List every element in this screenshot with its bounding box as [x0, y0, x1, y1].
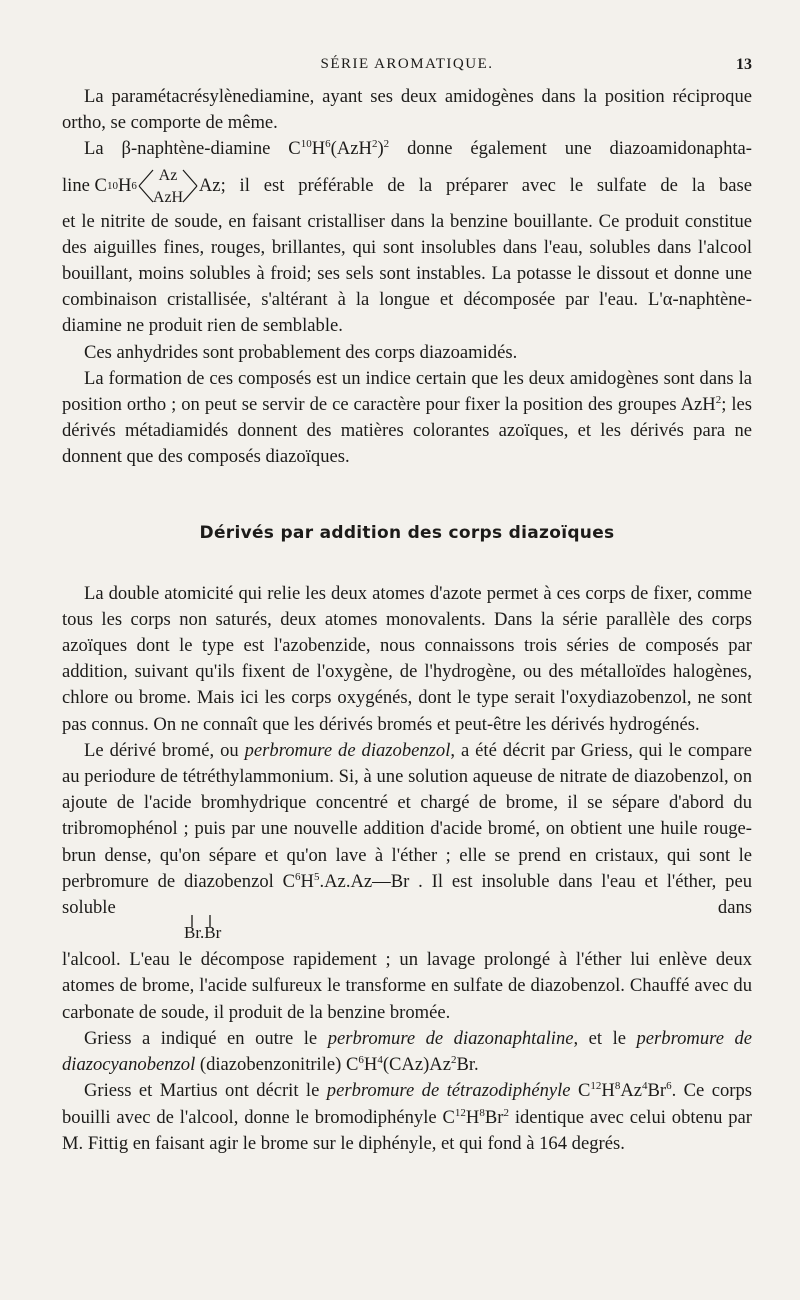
- naphtaline-formula-line: line C 10 H 6 Az AzH Az ; il est préférable de la préparer avec le sulfate de la base: [62, 163, 752, 209]
- section-paragraph-3: Griess a indiqué en outre le perbromure de diazonaphtaline, et le perbromure de diazocyanobenzol (diazobenzonitrile) $C^6H^4(CAz)Az^2Br$.: [62, 1027, 752, 1076]
- paragraph-2-first-line: La β-naphtène-diamine $C^{10}H^6(AzH^2)^2$ donne également une diazoamidonaphta-: [84, 138, 752, 160]
- page-body: [62, 84, 752, 1157]
- paragraph-1: La paramétacrésylènediamine, ayant ses deux amidogènes dans la position réciproque ortho, se comporte de même.: [62, 86, 752, 134]
- page-header: [62, 56, 752, 78]
- paragraph-4: La formation de ces composés est un indice certain que les deux amidogènes sont dans la position ortho ; on peut se servir de ce caractère pour fixer la position des groupes AzH$^2$; les dérivés métadiamidés donnent des matières colorantes azoïques, et les dérivés para ne donnent que des composés diazoïques.: [62, 367, 752, 468]
- paragraph-3: Ces anhydrides sont probablement des corps diazoamidés.: [84, 341, 518, 363]
- chemical-bracket-formula: [137, 164, 199, 208]
- section-paragraph-1: La double atomicité qui relie les deux atomes d'azote permet à ces corps de fixer, comme tous les corps non saturés, deux atomes monovalents. Dans la série parallèle des corps azoïques dont le type est l'azobenzide, nous connaissons trois séries de composés par addition, suivant qu'ils fixent de l'oxygène, de l'hydrogène, ou des métalloïdes halogènes, chlore ou brome. Mais ici les corps oxygénés, dont le type serait l'oxydiazobenzol, ne sont pas connus. On ne connaît que les dérivés bromés et peut-être les dérivés hydrogénés.: [62, 582, 752, 735]
- br-br-label: Br.Br: [184, 923, 222, 943]
- section-paragraph-2: Le dérivé bromé, ou perbromure de diazobenzol, a été décrit par Griess, qui le compare au periodure de tétréthylammonium. Si, à une solution aqueuse de nitrate de diazobenzol, on ajoute de l'acide bromhydrique concentré et chargé de brome, il se sépare d'abord du tribromophénol ; puis par une nouvelle addition d'acide bromé, on obtient une huile rouge-brun dense, qu'on sépare et qu'on lave à l'éther ; elle se prend en cristaux, qui sont le perbromure de diazobenzol $C^6H^5.Az.Az—Br$ . Il est insoluble dans l'eau et l'éther, peu soluble dans: [62, 739, 752, 919]
- bromine-substituent-label: [62, 921, 752, 947]
- section-paragraph-4: Griess et Martius ont décrit le perbromure de tétrazodiphényle $C^{12}H^8Az^4Br^6$. Ce corps bouilli avec de l'alcool, donne le bromodiphényle $C^{12}H^8Br^2$ identique avec celui obtenu par M. Fittig en faisant agir le brome sur le diphényle, et qui fond à 164 degrés.: [62, 1080, 753, 1154]
- section-heading: Dérivés par addition des corps diazoïques: [199, 522, 615, 543]
- formula-top-az: Az: [158, 166, 178, 184]
- page-number: 13: [736, 56, 752, 73]
- paragraph-2-continuation: et le nitrite de soude, en faisant cristalliser dans la benzine bouillante. Ce produit constitue des aiguilles fines, rouges, brillantes, qui sont insolubles dans l'eau, solubles dans l'alcool bouillant, moins solubles à froid; ses sels sont instables. La potasse le dissout et donne une combinaison cristallisée, s'altérant à la longue et décomposée par l'eau. L'α-naphtène-diamine ne produit rien de semblable.: [62, 210, 752, 337]
- running-title: SÉRIE AROMATIQUE.: [320, 56, 494, 72]
- formula-bottom-azh: AzH: [152, 188, 183, 206]
- section-paragraph-2-continuation: l'alcool. L'eau le décompose rapidement ; un lavage prolongé à l'éther lui enlève deux atomes de brome, l'acide sulfureux le transforme en sulfate de diazobenzol. Chauffé avec du carbonate de soude, il produit de la benzine bromée.: [62, 949, 752, 1023]
